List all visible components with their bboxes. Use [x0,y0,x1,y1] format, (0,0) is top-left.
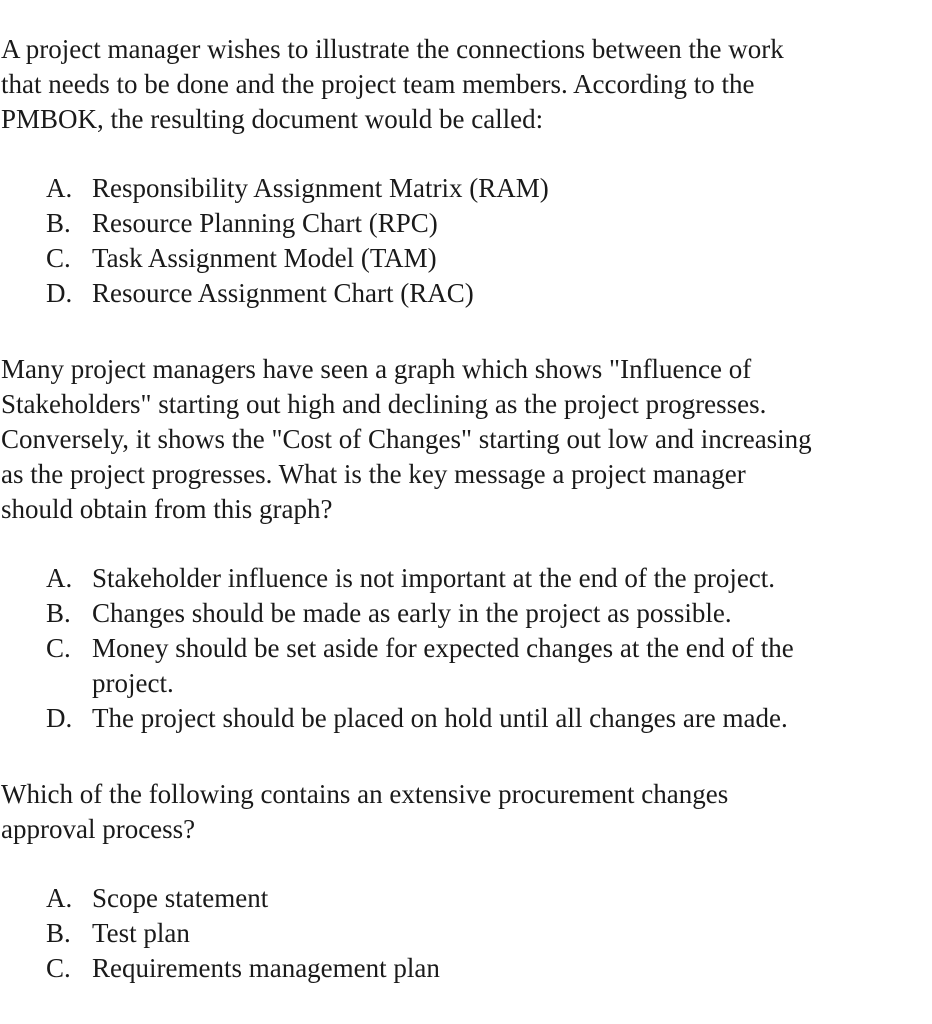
option-text: Resource Assignment Chart (RAC) [92,278,474,308]
question-2-option-a [1,561,921,596]
option-text: Test plan [92,918,190,948]
question-1 [1,32,921,311]
question-1-option-a [1,171,921,206]
question-2 [1,352,921,736]
option-letter: A. [46,173,73,203]
question-1-stem: A project manager wishes to illustrate the connections between the work that needs to be done and the project team members. According to the PMBOK, the resulting document would be called: [1,34,784,134]
question-2-option-d [1,701,921,736]
question-2-stem: Many project managers have seen a graph which shows "Influence of Stakeholders" starting out high and declining as the project progresses. Conversely, it shows the "Cost of Changes" starting out low and increasing as the project progresses. What is the key message a project manager should obtain from this graph? [1,354,812,524]
question-1-option-c [1,241,921,276]
option-text: Scope statement [92,883,269,913]
question-1-option-b [1,206,921,241]
option-text: Requirements management plan [92,953,440,983]
question-3-option-a [1,881,921,916]
question-1-option-d [1,276,921,311]
option-text: Responsibility Assignment Matrix (RAM) [92,173,549,203]
option-letter: D. [46,703,73,733]
option-letter: B. [46,598,71,628]
option-letter: B. [46,208,71,238]
option-text: Stakeholder influence is not important at the end of the project. [92,563,776,593]
option-letter: A. [46,563,73,593]
question-2-options [1,561,921,736]
option-text: Changes should be made as early in the project as possible. [92,598,732,628]
option-text: Task Assignment Model (TAM) [92,243,437,273]
question-3-option-b [1,916,921,951]
question-3-options [1,881,921,986]
option-text: Resource Planning Chart (RPC) [92,208,438,238]
option-letter: C. [46,953,71,983]
option-letter: D. [46,278,73,308]
question-2-option-c [1,631,921,701]
question-3 [1,777,921,986]
option-letter: A. [46,883,73,913]
option-letter: C. [46,243,71,273]
question-1-options [1,171,921,311]
option-letter: B. [46,918,71,948]
question-3-option-c [1,951,921,986]
option-text: Money should be set aside for expected changes at the end of the project. [92,633,794,698]
question-3-stem: Which of the following contains an extensive procurement changes approval process? [1,779,729,844]
option-letter: C. [46,633,71,663]
option-text: The project should be placed on hold until all changes are made. [92,703,788,733]
question-2-option-b [1,596,921,631]
